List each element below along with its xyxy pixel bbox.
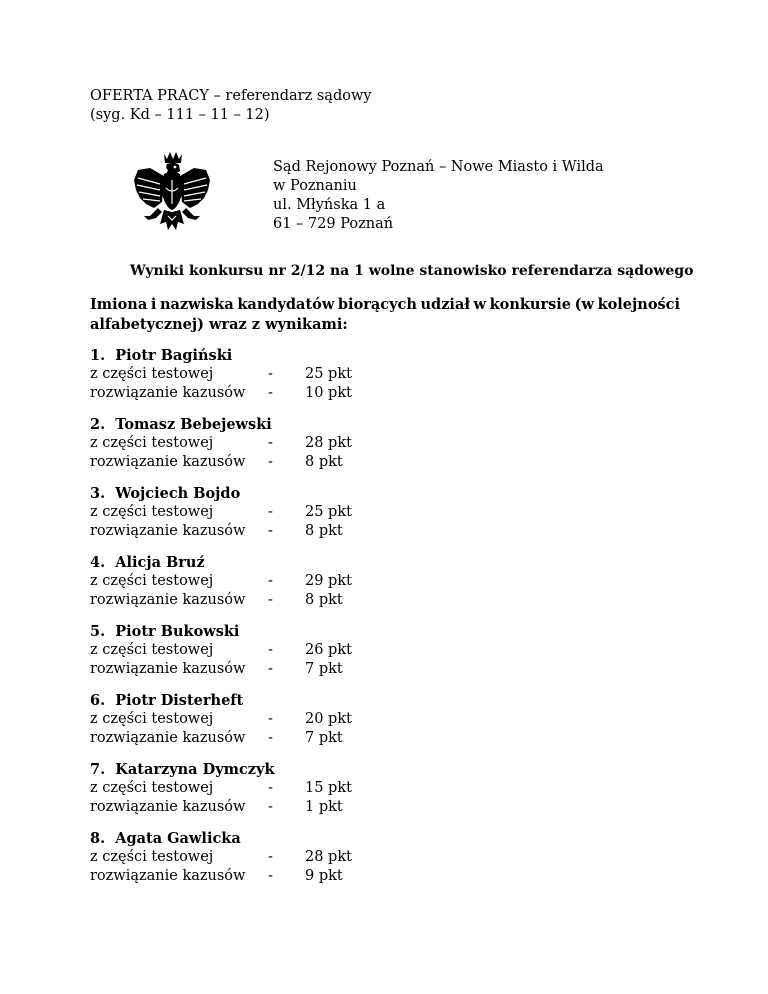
candidate-entry <box>90 553 490 610</box>
cases-label: rozwiązanie kazusów <box>90 730 246 746</box>
cases-score: 1 pkt <box>305 799 343 815</box>
intro-word: biorących <box>337 296 417 313</box>
candidate-name <box>90 346 490 365</box>
test-label: z części testowej <box>90 780 214 796</box>
dash: - <box>268 504 273 520</box>
cases-score-row <box>90 729 490 748</box>
intro-word: konkursie <box>489 296 572 313</box>
candidate-number: 3. <box>90 485 106 502</box>
candidate-name-text: Piotr Bukowski <box>115 623 240 640</box>
candidate-number: 1. <box>90 347 106 364</box>
test-score: 25 pkt <box>305 504 352 520</box>
cases-score-row <box>90 522 490 541</box>
intro-word: Imiona <box>90 296 148 313</box>
dash: - <box>268 868 273 884</box>
intro-word: kolejności <box>597 296 680 313</box>
cases-score: 8 pkt <box>305 454 343 470</box>
test-score: 28 pkt <box>305 849 352 865</box>
test-label: z części testowej <box>90 504 214 520</box>
test-score-row <box>90 503 490 522</box>
eagle-emblem-icon <box>130 150 214 242</box>
candidate-entry <box>90 829 490 886</box>
test-score-row <box>90 710 490 729</box>
court-street: ul. Młyńska 1 a <box>273 197 386 213</box>
test-score: 28 pkt <box>305 435 352 451</box>
cases-label: rozwiązanie kazusów <box>90 868 246 884</box>
test-score: 26 pkt <box>305 642 352 658</box>
cases-score-row <box>90 453 490 472</box>
dash: - <box>268 385 273 401</box>
dash: - <box>268 642 273 658</box>
candidate-name <box>90 829 490 848</box>
court-address <box>273 158 604 234</box>
cases-label: rozwiązanie kazusów <box>90 661 246 677</box>
intro-line-2: alfabetycznej) wraz z wynikami: <box>90 316 348 333</box>
cases-score: 7 pkt <box>305 661 343 677</box>
results-title: Wyniki konkursu nr 2/12 na 1 wolne stanowisko referendarza sądowego <box>130 263 694 279</box>
candidate-entry <box>90 484 490 541</box>
dash: - <box>268 454 273 470</box>
candidate-name <box>90 622 490 641</box>
test-label: z części testowej <box>90 642 214 658</box>
candidate-number: 5. <box>90 623 106 640</box>
cases-score: 9 pkt <box>305 868 343 884</box>
candidate-name-text: Katarzyna Dymczyk <box>115 761 275 778</box>
dash: - <box>268 366 273 382</box>
candidate-name <box>90 553 490 572</box>
intro-word: kandydatów <box>237 296 335 313</box>
test-score-row <box>90 641 490 660</box>
candidate-entry <box>90 415 490 472</box>
intro-word: udział <box>420 296 470 313</box>
candidate-name-text: Piotr Disterheft <box>115 692 244 709</box>
candidate-name-text: Agata Gawlicka <box>115 830 241 847</box>
dash: - <box>268 523 273 539</box>
intro-word: (w <box>574 296 594 313</box>
test-score-row <box>90 572 490 591</box>
dash: - <box>268 711 273 727</box>
court-city: w Poznaniu <box>273 178 357 194</box>
test-label: z części testowej <box>90 711 214 727</box>
candidate-number: 8. <box>90 830 106 847</box>
test-score: 15 pkt <box>305 780 352 796</box>
cases-score: 8 pkt <box>305 523 343 539</box>
cases-label: rozwiązanie kazusów <box>90 454 246 470</box>
offer-signature: (syg. Kd – 111 – 11 – 12) <box>90 107 270 123</box>
test-score: 29 pkt <box>305 573 352 589</box>
cases-score-row <box>90 867 490 886</box>
cases-label: rozwiązanie kazusów <box>90 592 246 608</box>
test-score-row <box>90 779 490 798</box>
cases-label: rozwiązanie kazusów <box>90 385 246 401</box>
candidate-name <box>90 691 490 710</box>
court-name: Sąd Rejonowy Poznań – Nowe Miasto i Wilda <box>273 159 604 175</box>
cases-score: 8 pkt <box>305 592 343 608</box>
candidate-number: 2. <box>90 416 106 433</box>
cases-label: rozwiązanie kazusów <box>90 523 246 539</box>
candidate-name <box>90 760 490 779</box>
dash: - <box>268 435 273 451</box>
court-postal: 61 – 729 Poznań <box>273 216 394 232</box>
candidate-number: 7. <box>90 761 106 778</box>
candidate-entry <box>90 346 490 403</box>
candidate-name <box>90 484 490 503</box>
dash: - <box>268 592 273 608</box>
candidate-name <box>90 415 490 434</box>
dash: - <box>268 780 273 796</box>
test-score: 25 pkt <box>305 366 352 382</box>
offer-title: OFERTA PRACY – referendarz sądowy <box>90 88 372 104</box>
candidate-entry <box>90 691 490 748</box>
intro-word: w <box>473 296 487 313</box>
cases-score: 7 pkt <box>305 730 343 746</box>
candidate-number: 6. <box>90 692 106 709</box>
dash: - <box>268 573 273 589</box>
candidate-name-text: Alicja Bruź <box>115 554 205 571</box>
test-label: z części testowej <box>90 366 214 382</box>
cases-score-row <box>90 660 490 679</box>
dash: - <box>268 799 273 815</box>
test-score-row <box>90 848 490 867</box>
cases-score-row <box>90 384 490 403</box>
test-score-row <box>90 365 490 384</box>
cases-score: 10 pkt <box>305 385 352 401</box>
cases-label: rozwiązanie kazusów <box>90 799 246 815</box>
cases-score-row <box>90 591 490 610</box>
candidate-name-text: Wojciech Bojdo <box>115 485 241 502</box>
dash: - <box>268 849 273 865</box>
test-label: z części testowej <box>90 849 214 865</box>
candidate-entry <box>90 622 490 679</box>
intro-paragraph <box>90 295 680 335</box>
cases-score-row <box>90 798 490 817</box>
candidate-entry <box>90 760 490 817</box>
candidate-number: 4. <box>90 554 106 571</box>
dash: - <box>268 661 273 677</box>
candidate-name-text: Tomasz Bebejewski <box>115 416 272 433</box>
test-label: z części testowej <box>90 435 214 451</box>
test-label: z części testowej <box>90 573 214 589</box>
intro-word: i <box>150 296 157 313</box>
candidate-name-text: Piotr Bagiński <box>115 347 233 364</box>
test-score-row <box>90 434 490 453</box>
test-score: 20 pkt <box>305 711 352 727</box>
dash: - <box>268 730 273 746</box>
intro-line-1 <box>90 295 680 315</box>
intro-word: nazwiska <box>159 296 234 313</box>
